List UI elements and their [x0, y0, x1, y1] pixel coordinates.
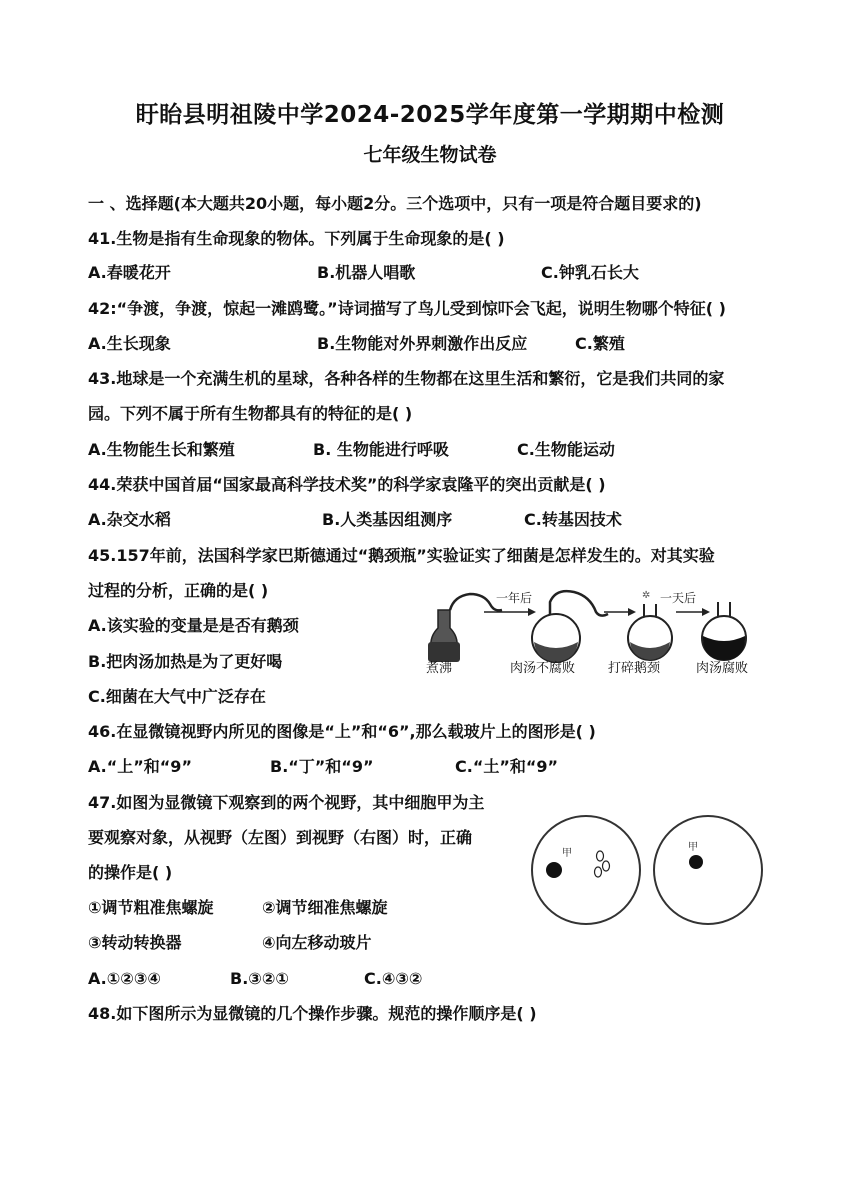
caption-boil: 煮沸: [426, 661, 453, 676]
arrow-label-1: 一年后: [496, 591, 533, 605]
question-44: 44.荣获中国首届“国家最高科学技术奖”的科学家袁隆平的突出贡献是( ): [88, 475, 606, 494]
left-field-of-view: [532, 816, 640, 924]
question-45-line-2: 过程的分析，正确的是( ): [88, 581, 269, 600]
q47-step-4: ④向左移动玻片: [262, 933, 372, 952]
svg-text:✲: ✲: [642, 590, 651, 601]
q42-option-b: B.生物能对外界刺激作出反应: [317, 334, 528, 353]
cell-label-left: 甲: [562, 848, 572, 859]
microscope-fields-figure: [528, 812, 778, 930]
q43-option-b: B. 生物能进行呼吸: [313, 440, 449, 459]
right-field-of-view: [654, 816, 762, 924]
q43-option-a: A.生物能生长和繁殖: [88, 440, 235, 459]
q46-option-a: A.“上”和“9”: [88, 757, 192, 776]
caption-spoiled: 肉汤腐败: [696, 661, 749, 676]
q47-step-3: ③转动转换器: [88, 933, 182, 952]
question-47-line-1: 47.如图为显微镜下观察到的两个视野，其中细胞甲为主: [88, 793, 485, 812]
q46-option-b: B.“丁”和“9”: [270, 757, 374, 776]
q42-option-c: C.繁殖: [575, 334, 625, 353]
question-45-line-1: 45.157年前，法国科学家巴斯德通过“鹅颈瓶”实验证实了细菌是怎样发生的。对其实验: [88, 546, 715, 565]
q45-option-b: B.把肉汤加热是为了更好喝: [88, 652, 283, 671]
question-41: 41.生物是指有生命现象的物体。下列属于生命现象的是( ): [88, 229, 505, 248]
q46-option-c: C.“土”和“9”: [455, 757, 559, 776]
q45-option-c: C.细菌在大气中广泛存在: [88, 687, 266, 706]
spoiled-flask: [702, 602, 746, 660]
q42-option-a: A.生长现象: [88, 334, 171, 353]
q41-option-b: B.机器人唱歌: [317, 263, 416, 282]
q43-option-c: C.生物能运动: [517, 440, 615, 459]
question-43-line-1: 43.地球是一个充满生机的星球，各种各样的生物都在这里生活和繁衍，它是我们共同的家: [88, 369, 725, 388]
question-42: 42:“争渡，争渡，惊起一滩鸥鹭。”诗词描写了鸟儿受到惊吓会飞起，说明生物哪个特征( ): [88, 299, 726, 318]
page-subtitle: 七年级生物试卷: [363, 144, 497, 166]
caption-not-spoiled: 肉汤不腐败: [510, 661, 576, 676]
q44-option-b: B.人类基因组测序: [322, 510, 453, 529]
q41-option-c: C.钟乳石长大: [541, 263, 639, 282]
question-43-line-2: 园。下列不属于所有生物都具有的特征的是( ): [88, 404, 413, 423]
q47-option-c: C.④③②: [364, 969, 423, 988]
page-title: 盱眙县明祖陵中学2024-2025学年度第一学期期中检测: [135, 102, 725, 128]
q47-step-1: ①调节粗准焦螺旋: [88, 898, 214, 917]
q47-option-a: A.①②③④: [88, 969, 161, 988]
intact-flask: [532, 591, 608, 662]
q47-option-b: B.③②①: [230, 969, 289, 988]
q47-step-2: ②调节细准焦螺旋: [262, 898, 388, 917]
q41-option-a: A.春暖花开: [88, 263, 171, 282]
question-47-line-2: 要观察对象，从视野（左图）到视野（右图）时，正确: [88, 828, 473, 847]
question-46: 46.在显微镜视野内所见的图像是“上”和“6”,那么载玻片上的图形是( ): [88, 722, 596, 741]
arrow-label-2: 一天后: [660, 591, 697, 605]
cell-label-right: 甲: [688, 842, 698, 853]
question-48: 48.如下图所示为显微镜的几个操作步骤。规范的操作顺序是( ): [88, 1004, 537, 1023]
caption-break-neck: 打碎鹅颈: [608, 661, 661, 676]
boiling-flask: [428, 594, 502, 662]
question-47-line-3: 的操作是( ): [88, 863, 173, 882]
q44-option-a: A.杂交水稻: [88, 510, 171, 529]
section-heading: 一 、选择题(本大题共20小题，每小题2分。三个选项中，只有一项是符合题目要求的): [88, 194, 702, 213]
q45-option-a: A.该实验的变量是是否有鹅颈: [88, 616, 299, 635]
q44-option-c: C.转基因技术: [524, 510, 622, 529]
